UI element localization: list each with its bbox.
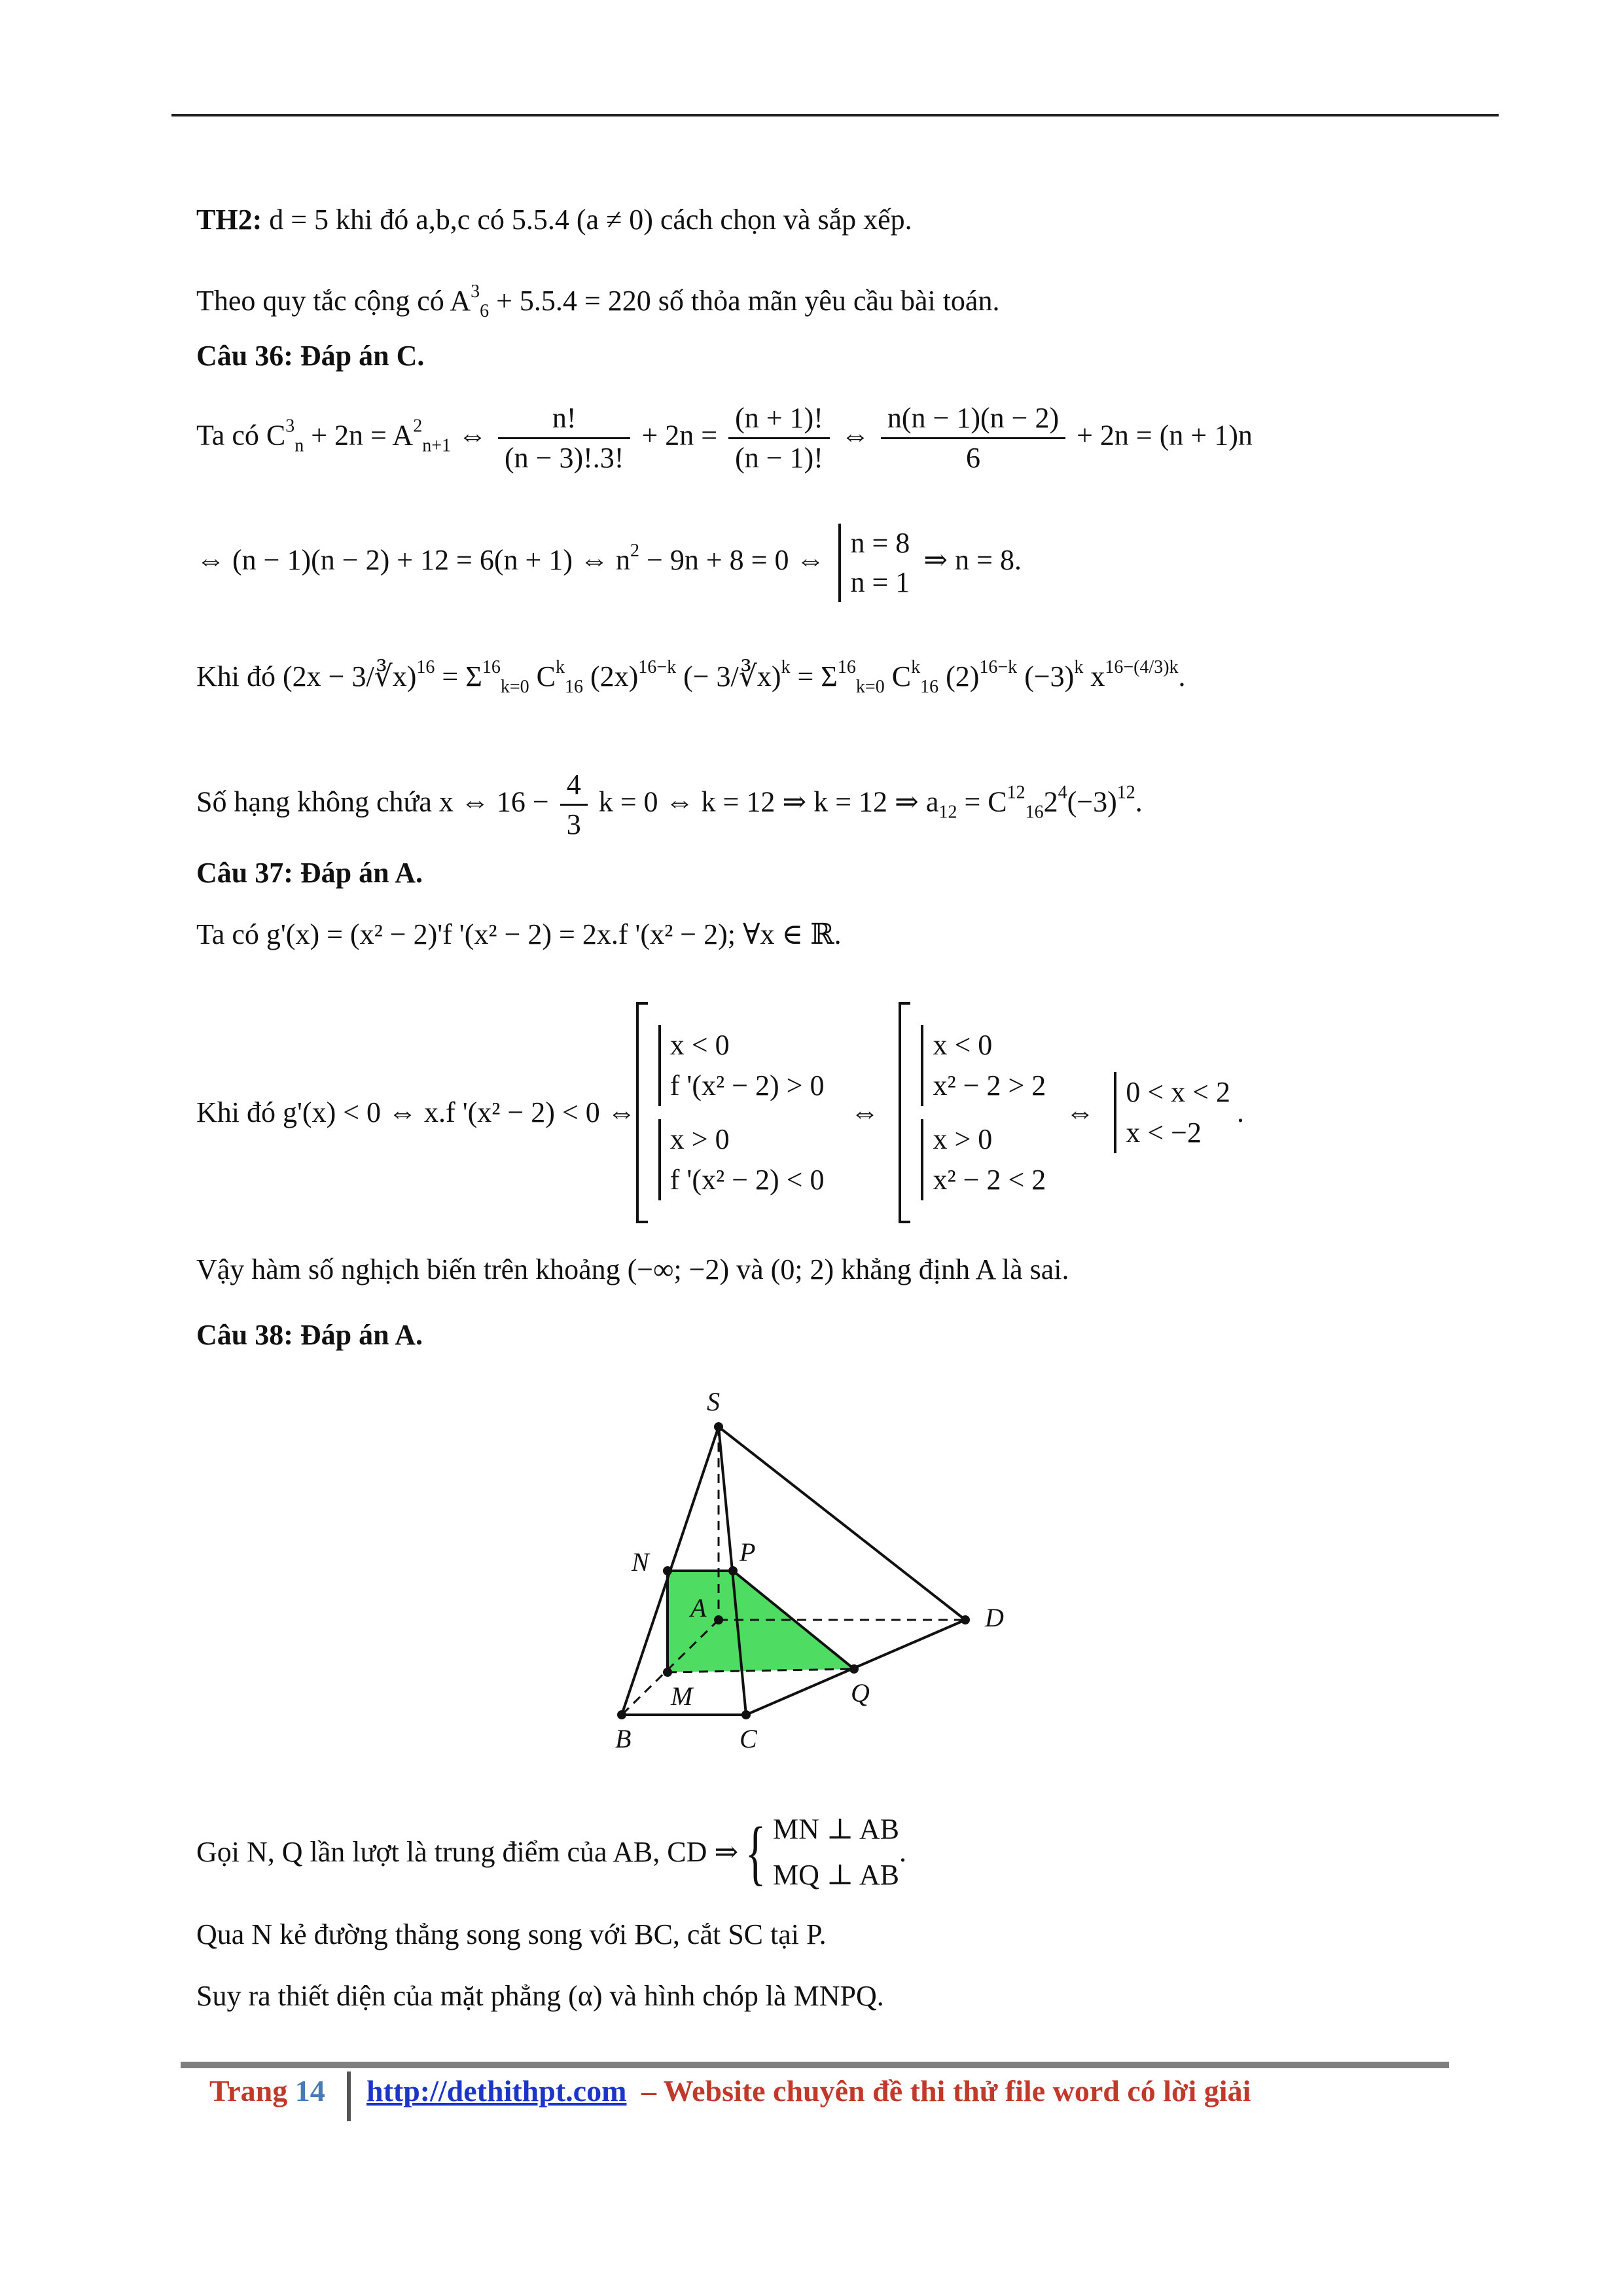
q36-l4-frac: $\frac{4}{3}$	[560, 766, 588, 844]
q36-line4: Số hạng không chứa x ⇔ 16 − $\frac{4}{3}$ k = 0 ⇔ k = 12 ⇒ k = 12 ⇒ $a_{12} = C^{12}_{16}2^4(-3)^{12}$.	[196, 766, 1143, 844]
q36-l2-d: ⇒ n = 8.	[923, 544, 1022, 577]
label-C: C	[740, 1724, 757, 1753]
q37-bracket2	[899, 1002, 910, 1223]
q36-l3-sum1: = Σ	[442, 660, 482, 692]
footer-page-number: 14	[294, 2074, 325, 2108]
label-M: M	[671, 1681, 693, 1711]
rule-text: Theo quy tắc cộng có A	[196, 285, 471, 317]
q36-line1: Ta có $C^3_n + 2n = A^2_{n+1}$ ⇔ $\frac{n!}{(n - 3)!.3!}$ + 2n = $\frac{(n + 1)!}{(n - 1)!}$ ⇔ $\frac{n(n - 1)(n - 2)}{6}$ + 2n = (n + 1)n	[196, 399, 1253, 477]
footer-page	[209, 2073, 325, 2108]
header-rule	[171, 114, 1499, 117]
q37-result: 0 < x < 2 x < −2	[1114, 1072, 1230, 1153]
q36-l1-b: + 2n = A	[304, 419, 414, 452]
q36-l1-d: + 2n =	[641, 419, 718, 452]
q37-line1: Ta có g'(x) = (x² − 2)'f '(x² − 2) = 2x.f '(x² − 2); ∀x ∈ ℝ.	[196, 918, 842, 950]
label-N: N	[632, 1547, 649, 1577]
q36-l2-bracket: n = 8 n = 1	[838, 524, 910, 602]
q36-l1-e: ⇔	[840, 419, 870, 452]
rule-line	[196, 272, 999, 331]
footer-separator	[347, 2072, 351, 2121]
q36-frac3: $\frac{n(n - 1)(n - 2)}{6}$	[881, 399, 1065, 477]
rule-sup: 3	[471, 281, 480, 302]
th2-label: TH2:	[196, 204, 262, 236]
q36-l2-b: − 9n + 8 = 0 ⇔	[639, 544, 825, 577]
q38-title: Câu 38: Đáp án A.	[196, 1319, 423, 1351]
pyramid-figure	[602, 1381, 1060, 1764]
q36-l4-a: Số hạng không chứa x ⇔ 16 −	[196, 785, 549, 818]
q38-l1-a: Gọi N, Q lần lượt là trung điểm của AB, CD ⇒	[196, 1836, 739, 1868]
q38-line1: Gọi N, Q lần lượt là trung điểm của AB, CD ⇒ { MN ⊥ AB MQ ⊥ AB .	[196, 1806, 906, 1898]
q36-title: Câu 36: Đáp án C.	[196, 340, 425, 372]
q37-arrow2: ⇔	[1065, 1096, 1095, 1128]
rule-sub: 6	[480, 301, 490, 321]
q38-line2: Qua N kẻ đường thẳng song song với BC, cắt SC tại P.	[196, 1918, 827, 1950]
q37-line2: Khi đó g'(x) < 0 ⇔ x.f '(x² − 2) < 0 ⇔ x < 0 f '(x² − 2) > 0 x > 0 f '(x² − 2) < 0 ⇔ x < 0 x² − 2 > 2 x > 0 x² − 2 < 2 ⇔ 0 < x < 2 x < −2 .	[196, 988, 1244, 1237]
label-P: P	[740, 1537, 756, 1567]
q36-l3-expr: (2x − 3/∛x)	[283, 660, 417, 692]
q37-l2-a: Khi đó g'(x) < 0 ⇔ x.f '(x² − 2) < 0 ⇔	[196, 1096, 636, 1128]
q38-system: MN ⊥ AB MQ ⊥ AB	[773, 1813, 900, 1891]
q37-bracket1	[636, 1002, 648, 1223]
q38-line3: Suy ra thiết diện của mặt phẳng (α) và hình chóp là MNPQ.	[196, 1980, 884, 2012]
footer-rule	[181, 2062, 1449, 2068]
pyramid-svg	[602, 1381, 1060, 1761]
footer-page-label: Trang	[209, 2074, 288, 2108]
rule-tail: + 5.5.4 = 220 số thỏa mãn yêu cầu bài toán.	[489, 285, 1000, 317]
footer-text: – Website chuyên đề thi thử file word có lời giải	[641, 2074, 1251, 2108]
q37-system2: x < 0 x² − 2 > 2 x > 0 x² − 2 < 2	[914, 1025, 1052, 1200]
label-A: A	[690, 1593, 707, 1623]
q36-l3-sum2: = Σ	[797, 660, 838, 692]
th2-line	[196, 200, 912, 240]
q38-brace: {	[745, 1812, 766, 1892]
label-D: D	[985, 1603, 1004, 1632]
th2-text: d = 5 khi đó a,b,c có 5.5.4 (a ≠ 0) cách chọn và sắp xếp.	[269, 204, 912, 236]
q36-line3: Khi đó (2x − 3/∛x)$^{16}$ = $\Sigma^{16}_{k=0}$ $C^k_{16}$ $(2x)^{16-k}$ (− 3/∛x)$^k$ = $\Sigma^{16}_{k=0}$ $C^k_{16}$ $(2)^{16-k}$ $(-3)^k$ $x^{16-(4/3)k}$.	[196, 657, 1186, 697]
q36-l1-a: Ta có C	[196, 419, 286, 452]
label-S: S	[707, 1387, 720, 1416]
label-B: B	[615, 1724, 632, 1753]
q37-arrow1: ⇔	[850, 1096, 880, 1128]
q36-frac1: $\frac{n!}{(n - 3)!.3!}$	[498, 399, 630, 477]
q36-l1-c: ⇔	[451, 419, 487, 452]
q36-frac2: $\frac{(n + 1)!}{(n - 1)!}$	[728, 399, 830, 477]
q36-line2: ⇔ (n − 1)(n − 2) + 12 = 6(n + 1) ⇔ $n^2 - 9n + 8 = 0$ ⇔ n = 8 n = 1 ⇒ n = 8.	[196, 524, 1022, 602]
footer-link[interactable]: http://dethithpt.com	[366, 2074, 627, 2108]
q36-l1-f: + 2n = (n + 1)n	[1077, 419, 1253, 452]
q37-title: Câu 37: Đáp án A.	[196, 857, 423, 889]
label-Q: Q	[851, 1678, 870, 1708]
q37-conclusion: Vậy hàm số nghịch biến trên khoảng (−∞; −2) và (0; 2) khẳng định A là sai.	[196, 1253, 1069, 1285]
q36-l3-a: Khi đó	[196, 660, 276, 692]
q37-system1: x < 0 f '(x² − 2) > 0 x > 0 f '(x² − 2) < 0	[652, 1025, 831, 1200]
q36-l2-a: ⇔ (n − 1)(n − 2) + 12 = 6(n + 1) ⇔ n	[196, 544, 630, 577]
